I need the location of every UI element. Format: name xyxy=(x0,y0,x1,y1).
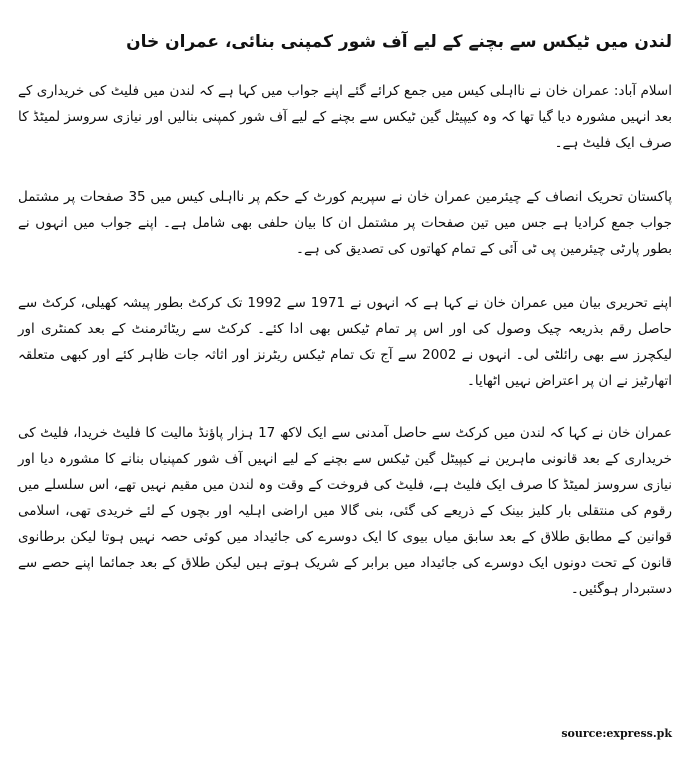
article xyxy=(18,0,672,602)
paragraph-1: اسلام آباد: عمران خان نے نااہلی کیس میں جمع کرائے گئے اپنے جواب میں کہا ہے کہ لندن میں فلیٹ کی خریداری کے بعد انہیں مشورہ دیا گیا تھا کہ وہ کیپیٹل گین ٹیکس سے بچنے کے لیے آف شور کمپنی بنالیں اور نیازی سروسز لمیٹڈ کا صرف ایک فلیٹ ہے۔ xyxy=(18,83,672,151)
paragraph-3: اپنے تحریری بیان میں عمران خان نے کہا ہے کہ انہوں نے 1971 سے 1992 تک کرکٹ بطور پیشہ کھیلی، کرکٹ سے حاصل رقم بذریعہ چیک وصول کی اور اس پر تمام ٹیکس بھی ادا کئے۔ کرکٹ سے ریٹائرمنٹ کے بعد کمنٹری اور لیکچرز سے بھی رائلٹی لی۔ انہوں نے 2002 سے آج تک تمام ٹیکس ریٹرنز اور اثاثہ جات ظاہر کئے اور کبھی متعلقہ اتھارٹیز نے ان پر اعتراض نہیں اٹھایا۔ xyxy=(18,295,673,389)
headline: لندن میں ٹیکس سے بچنے کے لیے آف شور کمپنی بنائی، عمران خان xyxy=(126,32,672,52)
paragraph-2: پاکستان تحریک انصاف کے چیئرمین عمران خان نے سپریم کورٹ کے حکم پر نااہلی کیس میں 35 صفحات پر مشتمل جواب جمع کرادیا ہے جس میں تین صفحات پر مشتمل ان کا بیان حلفی بھی شامل ہے۔ اپنے جواب میں انہوں نے بطور پارٹی چیئرمین پی ٹی آئی کے تمام کھاتوں کی تصدیق کی ہے۔ xyxy=(18,189,672,257)
source-credit: source:express.pk xyxy=(561,727,672,740)
paragraph-4: عمران خان نے کہا کہ لندن میں کرکٹ سے حاصل آمدنی سے ایک لاکھ 17 ہزار پاؤنڈ مالیت کا فلیٹ خریدا، فلیٹ کی خریداری کے بعد قانونی ماہرین نے کیپیٹل گین ٹیکس سے بچنے کے لیے انہیں آف شور کمپنیاں بنانے کا مشورہ دیا اور نیازی سروسز لمیٹڈ کا صرف ایک فلیٹ ہے، فلیٹ کی فروخت کے وقت وہ لندن میں مقیم نہیں تھے، اس سلسلے میں رقوم کی منتقلی بار کلیز بینک کے ذریعے کی گئی، بنی گالا میں اراضی اہلیہ اور بچوں کے لئے خریدی تھی، اسلامی قوانین کے مطابق طلاق کے بعد سابق میاں بیوی کا ایک دوسرے کی جائیداد میں کوئی حصہ نہیں ہوتا لیکن برطانوی قانون کے تحت دونوں ایک دوسرے کی جائیداد میں برابر کے شریک ہوتے ہیں لیکن طلاق کے بعد جمائما اپنے حصے سے دستبردار ہوگئیں۔ xyxy=(18,425,673,597)
